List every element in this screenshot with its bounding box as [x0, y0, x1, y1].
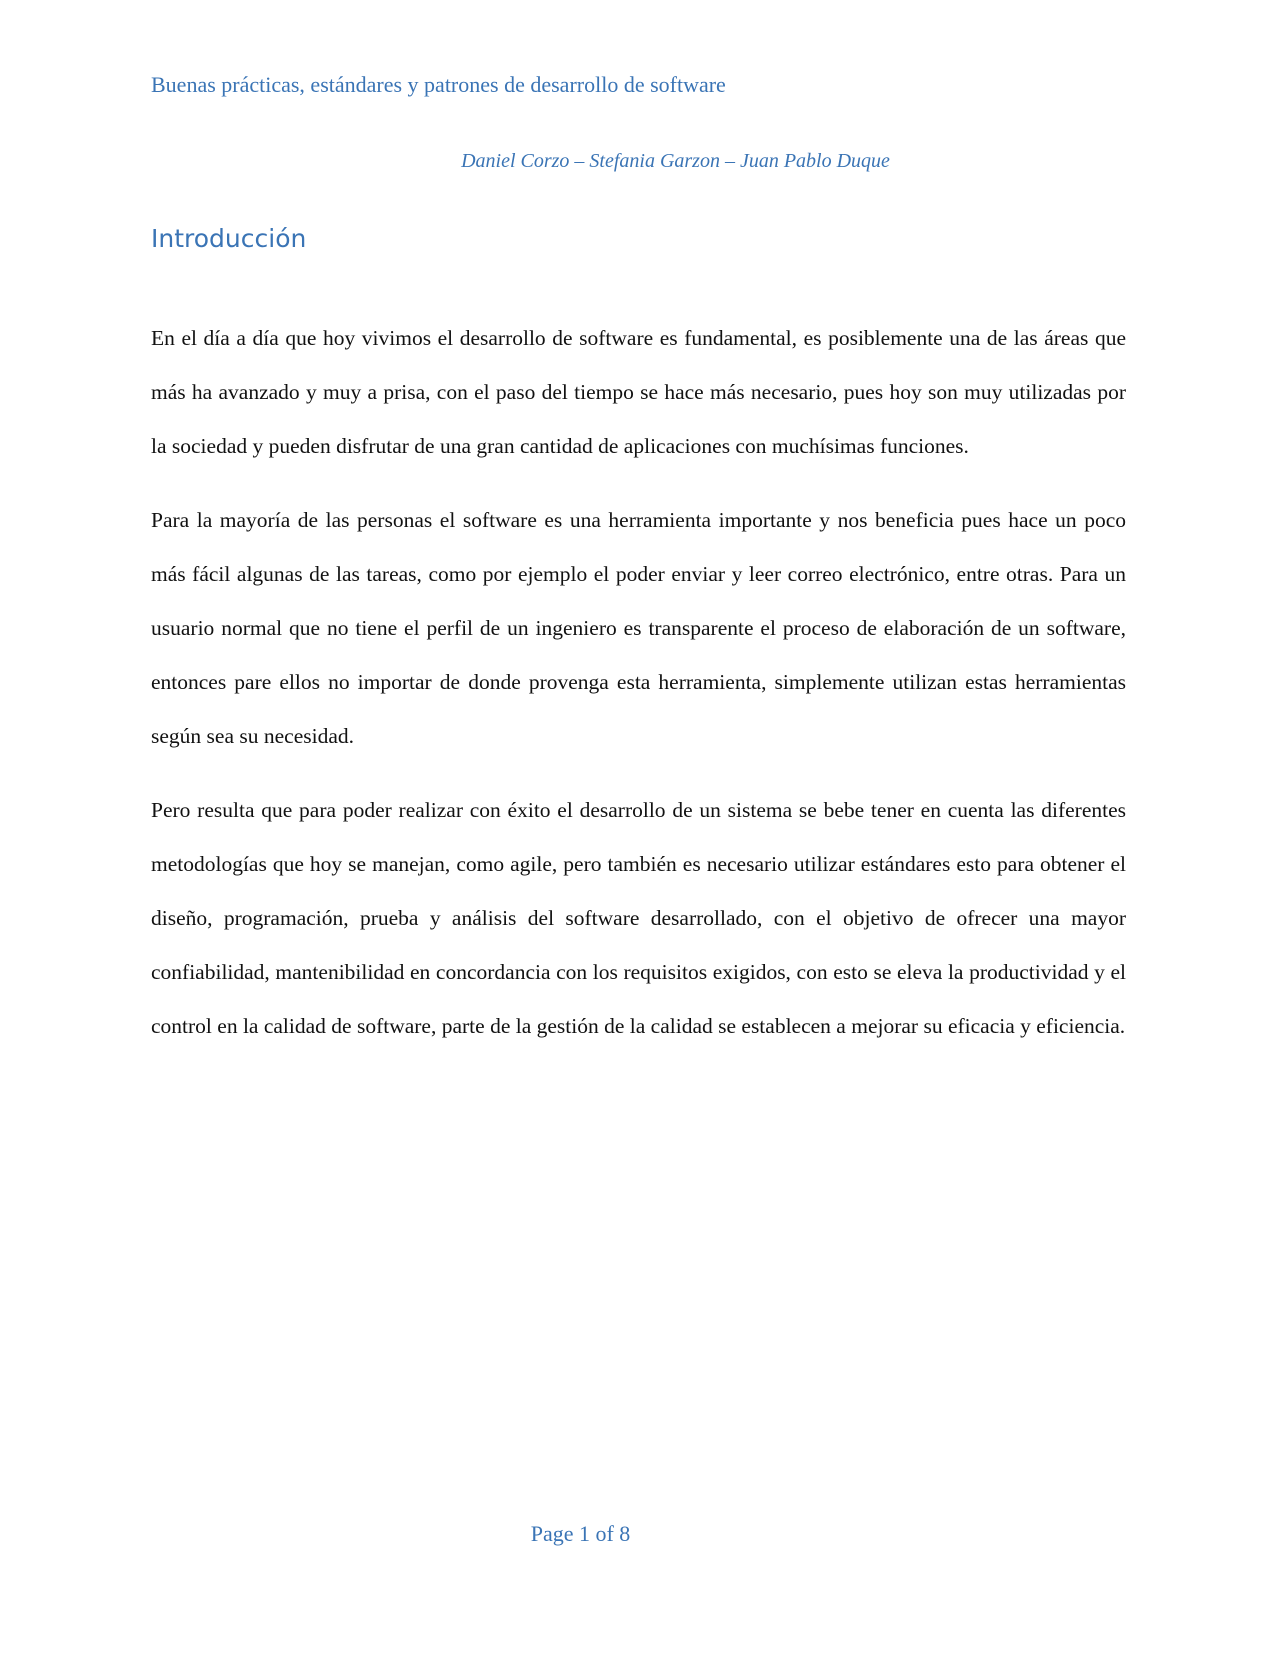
- section-heading-introduction: Introducción: [151, 224, 307, 253]
- paragraph: En el día a día que hoy vivimos el desarrollo de software es fundamental, es posiblemente una de las áreas que más ha avanzado y muy a prisa, con el paso del tiempo se hace más necesario, pues hoy son muy utilizadas por la sociedad y pueden disfrutar de una gran cantidad de aplicaciones con muchísimas funciones.: [151, 326, 1126, 458]
- authors-line: Daniel Corzo – Stefania Garzon – Juan Pablo Duque: [461, 150, 890, 172]
- page-number-footer: Page 1 of 8: [530, 1521, 631, 1546]
- paragraph: Pero resulta que para poder realizar con éxito el desarrollo de un sistema se bebe tener en cuenta las diferentes metodologías que hoy se manejan, como agile, pero también es necesario utilizar estándares esto para obtener el diseño, programación, prueba y análisis del software desarrollado, con el objetivo de ofrecer una mayor confiabilidad, mantenibilidad en concordancia con los requisitos exigidos, con esto se eleva la productividad y el control en la calidad de software, parte de la gestión de la calidad se establecen a mejorar su eficacia y eficiencia.: [151, 798, 1126, 1038]
- document-header-title: Buenas prácticas, estándares y patrones de desarrollo de software: [151, 72, 726, 97]
- section-body: [151, 311, 1126, 1073]
- paragraph: Para la mayoría de las personas el software es una herramienta importante y nos beneficia pues hace un poco más fácil algunas de las tareas, como por ejemplo el poder enviar y leer correo electrónico, entre otras. Para un usuario normal que no tiene el perfil de un ingeniero es transparente el proceso de elaboración de un software, entonces pare ellos no importar de donde provenga esta herramienta, simplemente utilizan estas herramientas según sea su necesidad.: [151, 508, 1126, 748]
